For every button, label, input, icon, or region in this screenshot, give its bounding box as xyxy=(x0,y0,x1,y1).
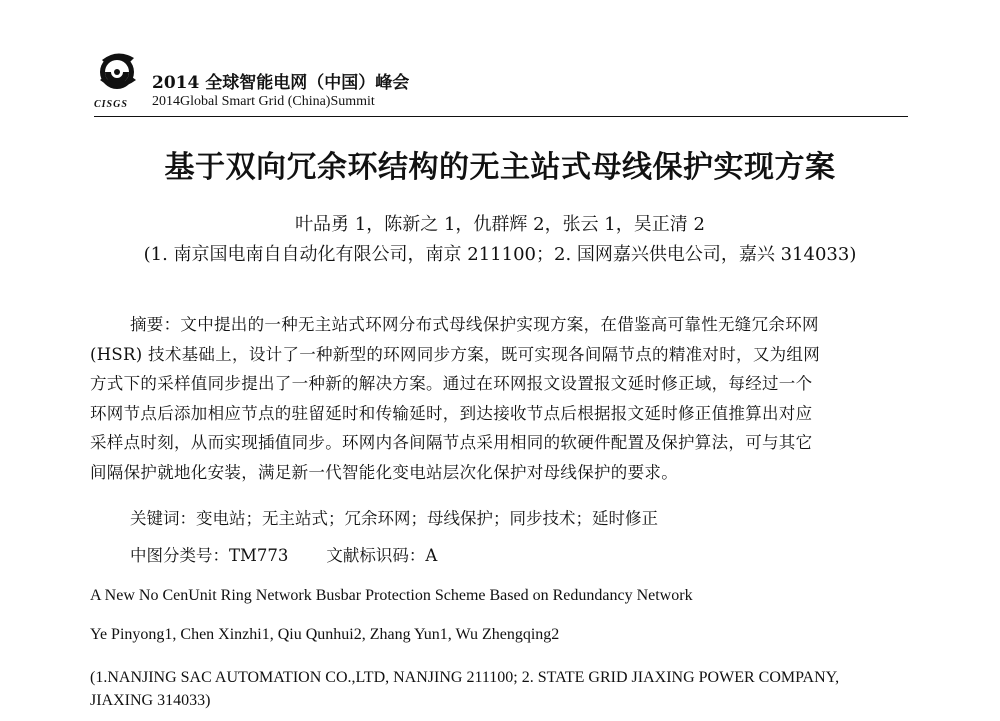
header-divider xyxy=(94,116,908,117)
keywords: 关键词：变电站；无主站式；冗余环网；母线保护；同步技术；延时修正 xyxy=(130,509,658,528)
document-code: 文献标识码：A xyxy=(326,546,438,565)
english-affiliation-line: (1.NANJING SAC AUTOMATION CO.,LTD, NANJING 211100; 2. STATE GRID JIAXING POWER COMPANY, xyxy=(90,669,840,686)
abstract xyxy=(90,310,910,487)
english-affiliation-line: JIAXING 314033) xyxy=(90,692,211,709)
globe-logo-icon xyxy=(96,46,138,98)
classification-line xyxy=(130,542,437,566)
abstract-line: 采样点时刻，从而实现插值同步。环网内各间隔节点采用相同的软硬件配置及保护算法，可与其它 xyxy=(90,433,813,452)
english-authors: Ye Pinyong1, Chen Xinzhi1, Qiu Qunhui2, Zhang Yun1, Wu Zhengqing2 xyxy=(90,626,560,643)
abstract-line: 摘要：文中提出的一种无主站式环网分布式母线保护实现方案，在借鉴高可靠性无缝冗余环网 xyxy=(130,315,819,334)
paper-authors: 叶品勇 1，陈新之 1，仇群辉 2，张云 1，吴正清 2 xyxy=(295,214,705,235)
conference-name-cn: 2014 全球智能电网（中国）峰会 xyxy=(152,73,410,93)
conference-name-en: 2014Global Smart Grid (China)Summit xyxy=(152,94,375,109)
abstract-line: 环网节点后添加相应节点的驻留延时和传输延时，到达接收节点后根据报文延时修正值推算出对应 xyxy=(90,403,813,423)
classification-number: 中图分类号：TM773 xyxy=(130,546,289,565)
abstract-line: (HSR) 技术基础上，设计了一种新型的环网同步方案，既可实现各间隔节点的精准对时，又为组网 xyxy=(90,344,821,364)
english-title: A New No CenUnit Ring Network Busbar Protection Scheme Based on Redundancy Network xyxy=(90,587,693,604)
logo-text: CISGS xyxy=(94,99,128,110)
paper-affiliation: (1. 南京国电南自自动化有限公司，南京 211100；2. 国网嘉兴供电公司，嘉兴 314033) xyxy=(143,244,857,265)
conference-header xyxy=(94,46,904,116)
abstract-line: 间隔保护就地化安装，满足新一代智能化变电站层次化保护对母线保护的要求。 xyxy=(90,462,678,482)
english-affiliation xyxy=(90,666,920,712)
paper-title: 基于双向冗余环结构的无主站式母线保护实现方案 xyxy=(164,150,836,185)
conference-logo xyxy=(94,46,140,112)
abstract-line: 方式下的采样值同步提出了一种新的解决方案。通过在环网报文设置报文延时修正域，每经过一个 xyxy=(90,374,813,393)
